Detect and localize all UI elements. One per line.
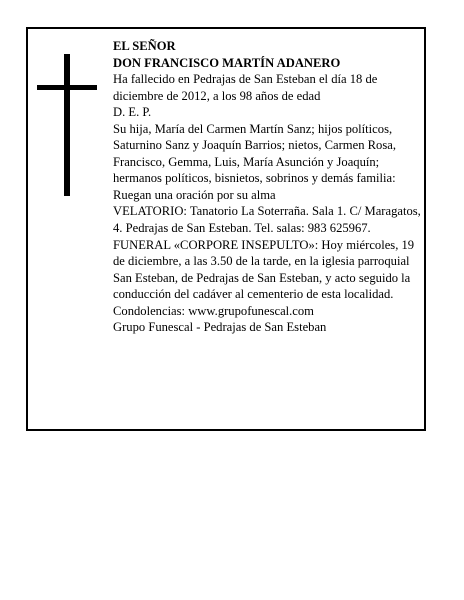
rip-line: D. E. P. (113, 105, 152, 120)
condolences-line: Condolencias: www.grupofunescal.com (113, 303, 314, 318)
cross-horizontal-bar (37, 85, 97, 90)
deceased-name: DON FRANCISCO MARTÍN ADANERO (113, 55, 341, 70)
cross-vertical-bar (64, 54, 70, 196)
death-statement: Ha fallecido en Pedrajas de San Esteban el día 18 de diciembre de 2012, a los 98 años de edad (113, 72, 378, 103)
funeral-home-signature: Grupo Funescal - Pedrajas de San Esteban (113, 320, 327, 335)
prayer-request: Ruegan una oración por su alma (113, 187, 276, 202)
obituary-text (113, 38, 425, 336)
wake-details: VELATORIO: Tanatorio La Soterraña. Sala 1. C/ Maragatos, 4. Pedrajas de San Esteban. Tel. salas: 983 625967. (113, 204, 421, 236)
funeral-details: FUNERAL «CORPORE INSEPULTO»: Hoy miércoles, 19 de diciembre, a las 3.50 de la tarde, en la iglesia parroquial San Esteban, de Pedrajas de San Esteban, y acto seguido la conducción del cadáver al cementerio de esta localidad. (113, 237, 415, 302)
family-list: Su hija, María del Carmen Martín Sanz; hijos políticos, Saturnino Sanz y Joaquín Barrios; nietos, Carmen Rosa, Francisco, Gemma, Luis, María Asunción y Joaquín; hermanos políticos, bisnietos, sobrinos y demás familia: (113, 121, 396, 186)
notice-heading: EL SEÑOR (113, 39, 176, 53)
cross-icon (37, 54, 97, 196)
